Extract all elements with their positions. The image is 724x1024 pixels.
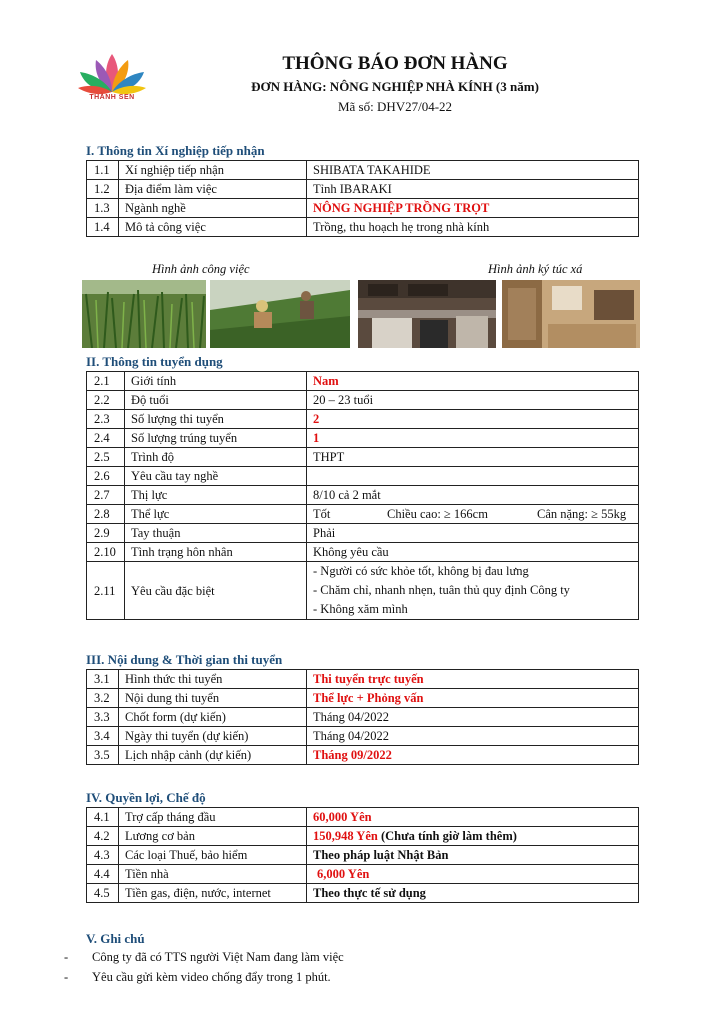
logo-text: THÀNH SEN: [89, 94, 135, 101]
table-row: 4.5 Tiền gas, điện, nước, internet Theo thực tế sử dụng: [87, 884, 639, 903]
section-3-table: [86, 669, 639, 765]
table-row: 2.1 Giới tính Nam: [87, 372, 639, 391]
table-row: 1.1 Xí nghiệp tiếp nhận SHIBATA TAKAHIDE: [87, 161, 639, 180]
gender-value: Nam: [307, 372, 639, 391]
section-4-title: IV. Quyền lợi, Chế độ: [86, 790, 206, 805]
table-row: 3.4 Ngày thi tuyển (dự kiến) Tháng 04/2022: [87, 727, 639, 746]
table-row: 2.3 Số lượng thi tuyển 2: [87, 410, 639, 429]
order-subtitle: ĐƠN HÀNG: NÔNG NGHIỆP NHÀ KÍNH (3 năm): [251, 79, 539, 94]
table-row: 2.9 Tay thuận Phải: [87, 524, 639, 543]
work-photo-greenhouse: [210, 280, 350, 348]
table-row: 2.7 Thị lực 8/10 cả 2 mắt: [87, 486, 639, 505]
industry-value: NÔNG NGHIỆP TRỒNG TRỌT: [307, 199, 639, 218]
physical-value: Tốt Chiều cao: ≥ 166cm Cân nặng: ≥ 55kg: [307, 505, 639, 524]
table-row: 3.3 Chốt form (dự kiến) Tháng 04/2022: [87, 708, 639, 727]
basic-salary: 150,948 Yên (Chưa tính giờ làm thêm): [307, 827, 639, 846]
table-row: 2.2 Độ tuổi 20 – 23 tuổi: [87, 391, 639, 410]
dorm-photo-room: [502, 280, 640, 348]
section-1-title: I. Thông tin Xí nghiệp tiếp nhận: [86, 143, 265, 158]
document-title: THÔNG BÁO ĐƠN HÀNG: [282, 53, 508, 74]
order-code: Mã số: DHV27/04-22: [337, 99, 453, 114]
dorm-photo-kitchen: [358, 280, 496, 348]
exam-count-value: 2: [307, 410, 639, 429]
table-row: 2.10 Tình trạng hôn nhân Không yêu cầu: [87, 543, 639, 562]
dorm-images-caption: Hình ảnh ký túc xá: [488, 262, 583, 276]
table-row: 1.2 Địa điểm làm việc Tỉnh IBARAKI: [87, 180, 639, 199]
section-3-title: III. Nội dung & Thời gian thi tuyển: [86, 652, 283, 667]
table-row: 2.6 Yêu cầu tay nghề: [87, 467, 639, 486]
first-month-allowance: 60,000 Yên: [307, 808, 639, 827]
housing-fee: 6,000 Yên: [307, 865, 639, 884]
section-4-table: [86, 807, 639, 903]
section-5-title: V. Ghi chú: [86, 931, 145, 946]
section-2-title: II. Thông tin tuyển dụng: [86, 354, 223, 369]
section-1-table: [86, 160, 639, 237]
table-row: 2.5 Trình độ THPT: [87, 448, 639, 467]
exam-content-value: Thể lực + Phỏng vấn: [307, 689, 639, 708]
table-row: 2.11 Yêu cầu đặc biệt - Người có sức khỏe tốt, không bị đau lưng - Chăm chỉ, nhanh nhẹn, tuân thủ quy định Công ty - Không xăm mình: [87, 562, 639, 620]
table-row: 2.4 Số lượng trúng tuyển 1: [87, 429, 639, 448]
lotus-icon: [70, 48, 154, 98]
table-row: 4.1 Trợ cấp tháng đầu 60,000 Yên: [87, 808, 639, 827]
table-row: 3.5 Lịch nhập cảnh (dự kiến) Tháng 09/2022: [87, 746, 639, 765]
table-row: 4.4 Tiền nhà 6,000 Yên: [87, 865, 639, 884]
table-row: 3.2 Nội dung thi tuyển Thể lực + Phỏng vấn: [87, 689, 639, 708]
exam-method-value: Thi tuyển trực tuyến: [307, 670, 639, 689]
note-item: - Yêu cầu gửi kèm video chống đẩy trong 1 phút.: [64, 970, 331, 984]
document-header: [160, 52, 630, 115]
company-logo: [70, 48, 154, 108]
section-2-table: [86, 371, 639, 620]
work-images-caption: Hình ảnh công việc: [152, 262, 250, 276]
work-photo-chives: [82, 280, 206, 348]
table-row: 4.2 Lương cơ bản 150,948 Yên (Chưa tính giờ làm thêm): [87, 827, 639, 846]
table-row: 2.8 Thể lực Tốt Chiều cao: ≥ 166cm Cân nặng: ≥ 55kg: [87, 505, 639, 524]
entry-date-value: Tháng 09/2022: [307, 746, 639, 765]
note-item: - Công ty đã có TTS người Việt Nam đang làm việc: [64, 950, 344, 964]
pass-count-value: 1: [307, 429, 639, 448]
table-row: 1.3 Ngành nghề NÔNG NGHIỆP TRỒNG TRỌT: [87, 199, 639, 218]
table-row: 4.3 Các loại Thuế, bảo hiểm Theo pháp luật Nhật Bản: [87, 846, 639, 865]
table-row: 3.1 Hình thức thi tuyển Thi tuyển trực tuyến: [87, 670, 639, 689]
special-requirements: - Người có sức khỏe tốt, không bị đau lưng - Chăm chỉ, nhanh nhẹn, tuân thủ quy định Công ty - Không xăm mình: [307, 562, 639, 620]
table-row: 1.4 Mô tả công việc Trồng, thu hoạch hẹ trong nhà kính: [87, 218, 639, 237]
